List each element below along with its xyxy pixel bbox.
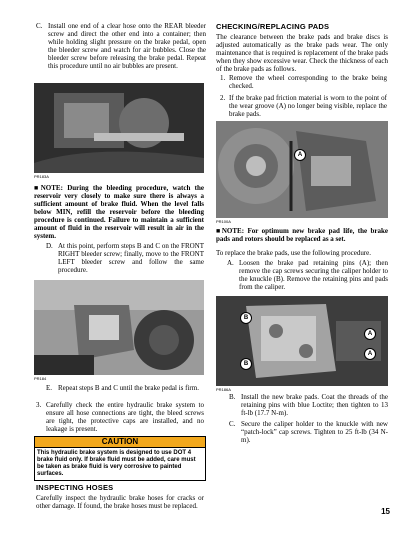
step-label: 1.	[220, 74, 226, 82]
step-text: Carefully check the entire hydraulic brake system to ensure all hose connections are tight, the bleed screws are tight, the protective caps are installed, and no leakage is present.	[46, 401, 204, 433]
photo-caption: PR186A	[216, 387, 231, 392]
caution-title: CAUTION	[35, 437, 205, 448]
photo-caption: PR183A	[34, 174, 49, 179]
replace-intro: To replace the brake pads, use the following procedure.	[216, 249, 372, 257]
photo-illustration	[216, 121, 388, 218]
photo-bleeder-screw	[34, 83, 204, 173]
callout-a: A	[364, 328, 376, 340]
step-text: Remove the wheel corresponding to the brake being checked.	[229, 74, 387, 90]
caution-text: This hydraulic brake system is designed to use DOT 4 brake fluid only. If brake fluid must be added, care must be taken as brake fluid is very corrosive to painted surfaces.	[37, 450, 196, 477]
heading-inspecting-hoses: INSPECTING HOSES	[36, 483, 114, 492]
step-label: D.	[46, 242, 53, 250]
page-number: 15	[381, 507, 390, 516]
step-label: 2.	[220, 94, 226, 102]
photo-caption: PR100A	[216, 219, 231, 224]
step-label: C.	[229, 420, 236, 428]
caution-box	[34, 436, 206, 481]
heading-checking-pads: CHECKING/REPLACING PADS	[216, 22, 330, 31]
step-text: Install one end of a clear hose onto the REAR bleeder screw and direct the other end into a container; then while holding slight pressure on the brake pedal, open the bleeder screw and watch for air bubbles. Close the bleeder screw before releasing the brake pedal. Repeat this procedure until no air bubbles are present.	[48, 22, 206, 70]
step-label: A.	[227, 259, 234, 267]
step-text: Loosen the brake pad retaining pins (A); then remove the cap screws securing the caliper holder to the knuckle (B). Remove the retaining pins and pads from the caliper.	[239, 259, 388, 291]
step-label: E.	[46, 384, 53, 392]
step-text: Install the new brake pads. Coat the threads of the retaining pins with blue Loctite; then tighten to 13 ft-lb (17.7 N-m).	[241, 393, 388, 417]
pads-intro: The clearance between the brake pads and brake discs is adjusted automatically as the brake pads wear. The only maintenance that is required is replacement of the brake pads when they show excessive wear. Check the thickness of each of the brake pads as follows.	[216, 33, 388, 73]
step-label: B.	[229, 393, 236, 401]
step-label: C.	[36, 22, 43, 30]
photo-illustration	[216, 296, 388, 386]
step-text: At this point, perform steps B and C on the FRONT RIGHT bleeder screw; finally, move to the FRONT LEFT bleeder screw and follow the same procedure.	[58, 242, 204, 274]
photo-front-bleeder	[34, 280, 204, 375]
step-text: Secure the caliper holder to the knuckle with new “patch-lock” cap screws. Tighten to 25 ft-lb (34 N-m).	[241, 420, 388, 444]
photo-wear-groove	[216, 121, 388, 218]
photo-illustration	[34, 280, 204, 375]
callout-b: B	[240, 312, 252, 324]
photo-caliper	[216, 296, 388, 386]
callout-b: B	[240, 358, 252, 370]
note-bleeding: ■NOTE: During the bleeding procedure, watch the reservoir very closely to make sure there is always a sufficient amount of brake fluid. When the level falls below MIN, refill the reservoir before the bleeding procedure is continued. Failure to maintain a sufficient amount of fluid in the reservoir will result in air in the system.	[34, 184, 204, 240]
hoses-text: Carefully inspect the hydraulic brake hoses for cracks or other damage. If found, the brake hoses must be replaced.	[36, 494, 204, 510]
callout-a: A	[294, 149, 306, 161]
step-label: 3.	[36, 401, 42, 409]
step-text: Repeat steps B and C until the brake pedal is firm.	[58, 384, 199, 392]
step-text: If the brake pad friction material is worn to the point of the wear groove (A) no longer being visible, replace the brake pads.	[229, 94, 387, 118]
photo-caption: PR184	[34, 376, 47, 381]
photo-illustration	[34, 83, 204, 173]
note-pads: ■NOTE: For optimum new brake pad life, the brake pads and rotors should be replaced as a set.	[216, 227, 388, 243]
callout-a: A	[364, 348, 376, 360]
